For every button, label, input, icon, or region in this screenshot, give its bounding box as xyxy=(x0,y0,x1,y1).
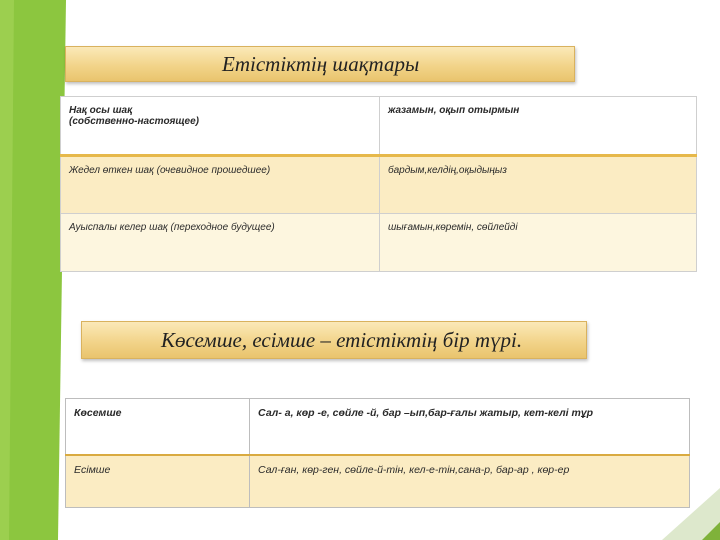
verb-forms-table xyxy=(65,398,690,508)
tense-example-cell: бардым,келдің,оқыдыңыз xyxy=(380,156,697,214)
table-row xyxy=(61,156,697,214)
form-name-cell: Көсемше xyxy=(66,399,250,455)
forms-heading-text: Көсемше, есімше – етістіктің бір түрі. xyxy=(161,327,523,352)
table-row xyxy=(66,399,690,455)
forms-heading-banner xyxy=(81,321,587,359)
tense-name-cell: Жедел өткен шақ (очевидное прошедшее) xyxy=(61,156,380,214)
table-row xyxy=(61,214,697,272)
tenses-heading-text: Етістіктің шақтары xyxy=(222,51,420,76)
form-name-cell: Есімше xyxy=(66,455,250,508)
tense-example-cell: шығамын,көремін, сөйлейді xyxy=(380,214,697,272)
table-row xyxy=(66,455,690,508)
tense-example-cell: жазамын, оқып отырмын xyxy=(380,97,697,156)
tense-name-cell: Ауыспалы келер шақ (переходное будущее) xyxy=(61,214,380,272)
table-row xyxy=(61,97,697,156)
form-example-cell: Сал-ған, көр-ген, сөйле-й-тін, кел-е-тін,сана-р, бар-ар , көр-ер xyxy=(250,455,690,508)
tenses-heading-banner xyxy=(65,46,575,82)
tenses-table xyxy=(60,96,697,272)
form-example-cell: Сал- а, көр -е, сөйле -й, бар –ып,бар-ғалы жатыр, кет-келі тұр xyxy=(250,399,690,455)
tense-name-cell: Нақ осы шақ (собственно-настоящее) xyxy=(61,97,380,156)
